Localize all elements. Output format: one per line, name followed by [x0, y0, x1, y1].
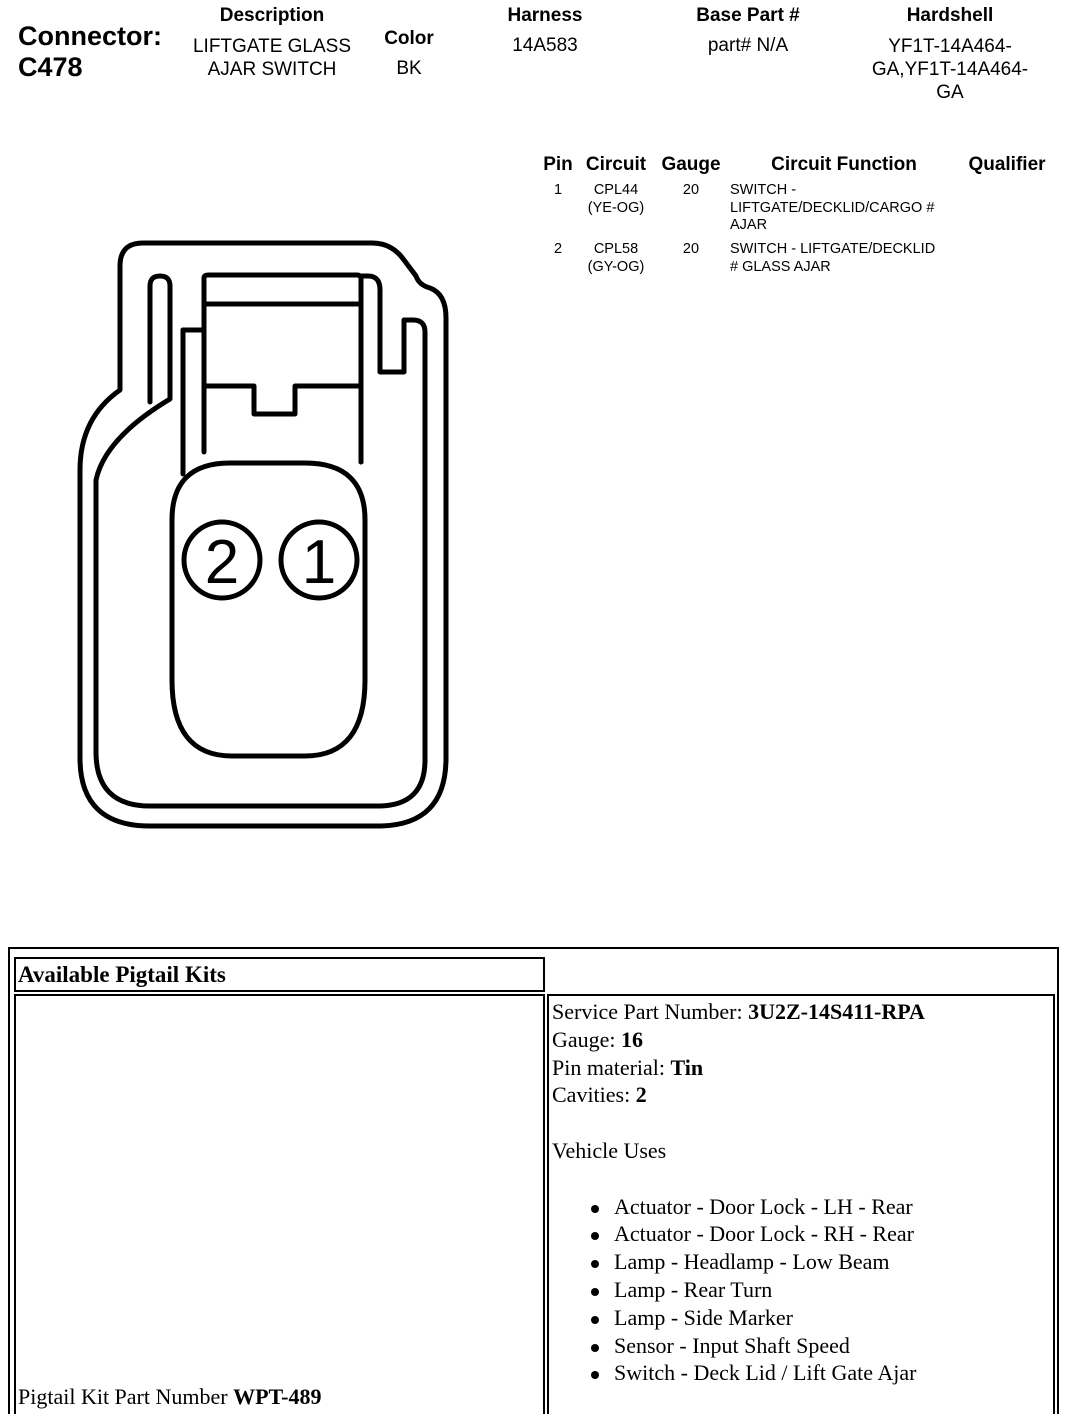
function-line: SWITCH - LIFTGATE/DECKLID: [730, 241, 936, 257]
circuit-color: (YE-OG): [587, 199, 645, 216]
service-part-line: [552, 998, 1050, 1026]
hardshell-value: [850, 35, 1050, 104]
pin-1-label: 1: [301, 528, 337, 597]
color-label: Color: [384, 28, 434, 49]
color-value: BK: [396, 58, 422, 79]
housing-inner-outline: [96, 276, 425, 806]
base-part-value: part# N/A: [707, 35, 789, 56]
hardshell-line-3: GA: [936, 82, 964, 103]
pigtail-details: [552, 998, 1050, 1387]
gauge-header: Gauge: [661, 154, 721, 175]
pigtail-title: Available Pigtail Kits: [18, 962, 226, 987]
list-item: Lamp - Rear Turn: [552, 1276, 1050, 1304]
hardshell-line-1: YF1T-14A464-: [888, 36, 1012, 57]
gauge-cell: 20: [682, 182, 700, 198]
gauge-cell: 20: [682, 241, 700, 257]
harness-label: Harness: [507, 5, 583, 26]
pin-body-outline: [172, 463, 365, 756]
service-part-label: Service Part Number:: [552, 999, 743, 1024]
connector-label: Connector:: [18, 21, 162, 51]
list-item: Lamp - Headlamp - Low Beam: [552, 1248, 1050, 1276]
pin-material-value: Tin: [670, 1054, 704, 1080]
description-line-1: LIFTGATE GLASS: [192, 36, 352, 57]
connector-id: C478: [18, 52, 83, 82]
list-item: Sensor - Input Shaft Speed: [552, 1332, 1050, 1360]
housing-outer-outline: [80, 243, 446, 826]
list-item: Actuator - Door Lock - RH - Rear: [552, 1220, 1050, 1248]
harness-value: 14A583: [512, 35, 578, 56]
vehicle-uses-label: Vehicle Uses: [552, 1137, 667, 1163]
connector-face-diagram: [0, 0, 520, 880]
circuit-name: CPL58: [593, 241, 639, 257]
gauge-line: [552, 1026, 1050, 1054]
circuit-header: Circuit: [585, 154, 647, 175]
function-line: AJAR: [730, 217, 768, 233]
circuit-color: (GY-OG): [587, 258, 645, 275]
base-part-label: Base Part #: [696, 5, 800, 26]
description-label: Description: [219, 5, 325, 26]
function-line: SWITCH -: [730, 182, 797, 198]
circuit-function-cell: [730, 241, 966, 276]
cavities-line: [552, 1081, 1050, 1109]
pigtail-header-empty-cell: [545, 957, 1056, 992]
latch-notch: [204, 386, 361, 414]
pigtail-left-cell: [14, 994, 545, 1414]
description-line-2: AJAR SWITCH: [207, 59, 337, 80]
service-part-value: 3U2Z-14S411-RPA: [748, 999, 925, 1024]
hardshell-label: Hardshell: [906, 5, 994, 26]
cavities-label: Cavities:: [552, 1082, 631, 1108]
pin-number: 1: [553, 182, 563, 198]
pin-material-label: Pin material:: [552, 1054, 666, 1080]
pin-header: Pin: [543, 154, 573, 175]
vehicle-uses-list: [552, 1193, 1050, 1388]
list-item: Actuator - Door Lock - LH - Rear: [552, 1193, 1050, 1221]
kit-part-label: Pigtail Kit Part Number: [18, 1384, 228, 1410]
circuit-cell: [578, 182, 654, 217]
kit-part-value: WPT-489: [233, 1384, 322, 1410]
qualifier-header: Qualifier: [968, 154, 1046, 175]
circuit-function-cell: [730, 182, 966, 235]
pin-material-line: [552, 1054, 1050, 1082]
circuit-function-header: Circuit Function: [771, 154, 917, 175]
pin-2-label: 2: [204, 528, 240, 597]
gauge-label: Gauge:: [552, 1026, 616, 1052]
circuit-name: CPL44: [593, 182, 639, 198]
hardshell-line-2: GA,YF1T-14A464-: [871, 59, 1029, 80]
cavities-value: 2: [635, 1082, 647, 1108]
circuit-cell: [578, 241, 654, 276]
pigtail-title-cell: [14, 957, 545, 992]
function-line: LIFTGATE/DECKLID/CARGO #: [730, 199, 935, 216]
pin-number: 2: [553, 241, 563, 257]
gauge-value: 16: [621, 1026, 644, 1052]
pigtail-kit-part-number: [18, 1383, 322, 1411]
list-item: Switch - Deck Lid / Lift Gate Ajar: [552, 1359, 1050, 1387]
function-line: # GLASS AJAR: [730, 258, 831, 275]
pigtail-right-cell: [547, 994, 1055, 1414]
list-item: Lamp - Side Marker: [552, 1304, 1050, 1332]
